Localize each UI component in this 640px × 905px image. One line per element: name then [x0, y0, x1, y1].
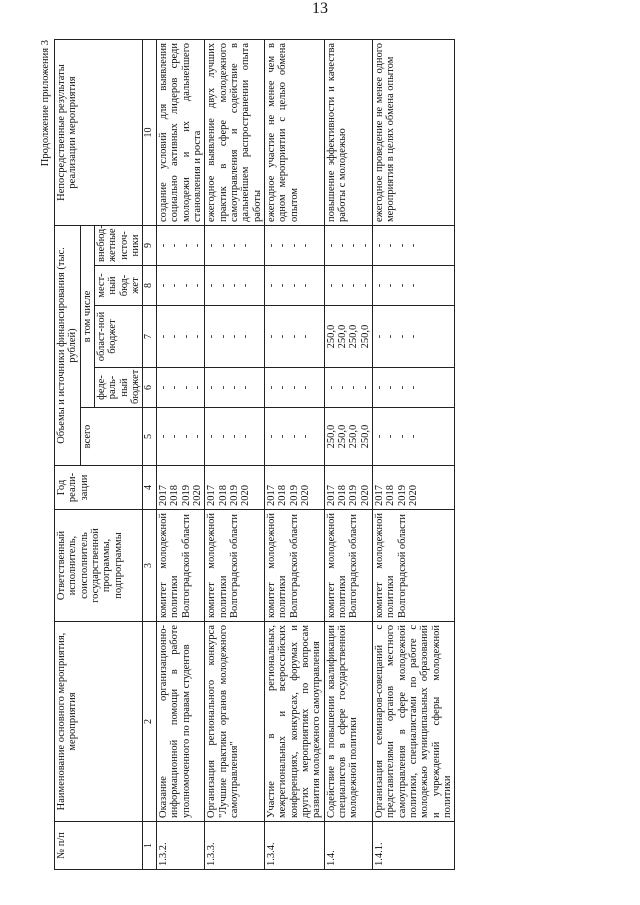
years-cell [373, 466, 455, 510]
regional-cell [265, 306, 325, 368]
cell-value: 2020 [407, 485, 419, 506]
cell-value: - [217, 434, 229, 439]
header-executor: Ответственный исполнитель, соисполнитель государственной программы, подпрограммы [55, 510, 143, 622]
executor: комитет молодежной политики Волгоградской области [205, 510, 265, 622]
cell-value: 2019 [396, 485, 408, 506]
cell-value: - [396, 283, 408, 288]
cell-value: - [229, 434, 241, 439]
cell-value: - [192, 283, 204, 288]
cell-value: - [229, 283, 241, 288]
result-text: повышение эффективности и качества работы с молодежью [324, 40, 372, 226]
column-number: 6 [143, 368, 157, 408]
activity-name: Оказание организационно-информационной помощи в работе уполномоченного по правам студентов [157, 622, 205, 822]
cell-value: - [266, 434, 278, 439]
cell-value: - [277, 385, 289, 390]
cell-value: - [217, 385, 229, 390]
header-year: Год реали-зации [55, 466, 143, 510]
activity-name: Содействие в повышении квалификации специалистов в сфере государственной молодежной политики [324, 622, 372, 822]
cell-value: - [359, 243, 371, 248]
cell-value: - [325, 283, 337, 288]
years-cell [265, 466, 325, 510]
cell-value: 250,0 [337, 324, 349, 349]
cell-value: - [240, 243, 252, 248]
cell-value: 250,0 [325, 424, 337, 449]
cell-value: - [180, 334, 192, 339]
cell-value: 250,0 [337, 424, 349, 449]
cell-value: - [240, 334, 252, 339]
cell-value: 2020 [192, 485, 204, 506]
cell-value: - [396, 243, 408, 248]
federal-cell [205, 368, 265, 408]
column-number: 7 [143, 306, 157, 368]
cell-value: - [396, 434, 408, 439]
appendix-label: Продолжение приложения 3 [40, 40, 51, 167]
cell-value: 2018 [217, 485, 229, 506]
cell-value: - [266, 243, 278, 248]
activity-name: Организация регионального конкурса "Лучшие практики органов молодежного самоуправления" [205, 622, 265, 822]
program-table [54, 39, 455, 870]
cell-value: 2019 [180, 485, 192, 506]
regional-cell [205, 306, 265, 368]
column-number: 4 [143, 466, 157, 510]
total-cell [265, 408, 325, 466]
cell-value: - [217, 283, 229, 288]
cell-value: - [359, 283, 371, 288]
header-results: Непосредственные результаты реализации мероприятия [55, 40, 143, 226]
federal-cell [373, 368, 455, 408]
activity-name: Участие в региональных, межрегиональных и всероссийских конференциях, конкурсах, форумах и других мероприятиях по вопросам развития молодежного самоуправления [265, 622, 325, 822]
cell-value: 2017 [325, 485, 337, 506]
cell-value: - [277, 283, 289, 288]
cell-value: - [288, 385, 300, 390]
cell-value: 250,0 [348, 324, 360, 349]
cell-value: - [288, 283, 300, 288]
cell-value: 2020 [300, 485, 312, 506]
table-row [205, 40, 265, 870]
extra-cell [265, 226, 325, 266]
federal-cell [324, 368, 372, 408]
cell-value: - [206, 283, 218, 288]
cell-value: - [348, 283, 360, 288]
cell-value: - [288, 334, 300, 339]
rotated-page [40, 40, 640, 870]
table-row [373, 40, 455, 870]
table-row [324, 40, 372, 870]
header-name: Наименование основного мероприятия, мероприятия [55, 622, 143, 822]
result-text: ежегодное участие не менее чем в одном мероприятии с целью обмена опытом [265, 40, 325, 226]
local-cell [373, 266, 455, 306]
cell-value: - [277, 243, 289, 248]
cell-value: 2019 [348, 485, 360, 506]
federal-cell [157, 368, 205, 408]
cell-value: - [158, 243, 170, 248]
cell-value: - [348, 243, 360, 248]
cell-value: 2019 [288, 485, 300, 506]
cell-value: - [158, 334, 170, 339]
header-regional: област-ной бюджет [94, 306, 142, 368]
total-cell [324, 408, 372, 466]
header-funding: Объемы и источники финансирования (тыс. рублей) [55, 226, 81, 466]
cell-value: - [266, 283, 278, 288]
cell-value: - [229, 334, 241, 339]
executor: комитет молодежной политики Волгоградской области [265, 510, 325, 622]
cell-value: - [180, 434, 192, 439]
cell-value: - [206, 434, 218, 439]
cell-value: - [240, 434, 252, 439]
cell-value: - [407, 385, 419, 390]
extra-cell [373, 226, 455, 266]
cell-value: - [158, 385, 170, 390]
column-number: 3 [143, 510, 157, 622]
cell-value: - [396, 385, 408, 390]
header-extra: внебюд-жетные источ-ники [94, 226, 142, 266]
regional-cell [324, 306, 372, 368]
cell-value: - [300, 385, 312, 390]
cell-value: - [192, 243, 204, 248]
cell-value: - [300, 243, 312, 248]
cell-value: - [180, 243, 192, 248]
total-cell [373, 408, 455, 466]
column-number-row [143, 40, 157, 870]
row-number: 1.4.1. [373, 822, 455, 870]
cell-value: - [288, 243, 300, 248]
cell-value: - [407, 283, 419, 288]
column-number: 5 [143, 408, 157, 466]
cell-value: - [229, 385, 241, 390]
row-number: 1.3.2. [157, 822, 205, 870]
cell-value: - [385, 385, 397, 390]
header-local: мест-ный бюд-жет [94, 266, 142, 306]
header-federal: феде-раль-ный бюджет [94, 368, 142, 408]
cell-value: 2018 [385, 485, 397, 506]
cell-value: - [158, 434, 170, 439]
cell-value: - [407, 243, 419, 248]
cell-value: 250,0 [348, 424, 360, 449]
row-number: 1.3.3. [205, 822, 265, 870]
activity-name: Организация семинаров-совещаний с представителями органов местного самоуправления в сфере молодежной политики, специалистами по работе с молодежью муниципальных образований и учреждений сферы молодежной политики [373, 622, 455, 822]
regional-cell [157, 306, 205, 368]
cell-value: - [217, 334, 229, 339]
cell-value: - [374, 243, 385, 248]
cell-value: 2017 [374, 485, 385, 506]
total-cell [157, 408, 205, 466]
cell-value: 250,0 [359, 424, 371, 449]
cell-value: - [288, 434, 300, 439]
column-number: 1 [143, 822, 157, 870]
cell-value: - [337, 385, 349, 390]
header-total: всего [80, 408, 143, 466]
cell-value: - [407, 334, 419, 339]
cell-value: - [277, 334, 289, 339]
cell-value: - [337, 243, 349, 248]
local-cell [205, 266, 265, 306]
years-cell [205, 466, 265, 510]
cell-value: - [180, 283, 192, 288]
cell-value: - [180, 385, 192, 390]
cell-value: - [169, 334, 181, 339]
local-cell [157, 266, 205, 306]
cell-value: - [374, 283, 385, 288]
extra-cell [157, 226, 205, 266]
cell-value: 2017 [158, 485, 170, 506]
result-text: ежегодное выявление двух лучших практик в сфере молодежного самоуправления и содействие в дальнейшем распространении опыта работы [205, 40, 265, 226]
cell-value: - [300, 283, 312, 288]
cell-value: - [240, 385, 252, 390]
header-num: № п/п [55, 822, 143, 870]
cell-value: - [396, 334, 408, 339]
years-cell [157, 466, 205, 510]
cell-value: - [217, 243, 229, 248]
table-row [265, 40, 325, 870]
cell-value: - [325, 243, 337, 248]
cell-value: - [385, 243, 397, 248]
cell-value: - [325, 385, 337, 390]
cell-value: - [300, 334, 312, 339]
local-cell [265, 266, 325, 306]
cell-value: - [169, 283, 181, 288]
column-number: 8 [143, 266, 157, 306]
cell-value: 2019 [229, 485, 241, 506]
cell-value: 2018 [169, 485, 181, 506]
cell-value: - [385, 283, 397, 288]
cell-value: - [229, 243, 241, 248]
cell-value: 250,0 [325, 324, 337, 349]
cell-value: 250,0 [359, 324, 371, 349]
row-number: 1.3.4. [265, 822, 325, 870]
years-cell [324, 466, 372, 510]
cell-value: 2018 [277, 485, 289, 506]
cell-value: - [240, 283, 252, 288]
executor: комитет молодежной политики Волгоградской области [157, 510, 205, 622]
row-number: 1.4. [324, 822, 372, 870]
federal-cell [265, 368, 325, 408]
executor: комитет молодежной политики Волгоградской области [373, 510, 455, 622]
regional-cell [373, 306, 455, 368]
cell-value: - [407, 434, 419, 439]
cell-value: - [348, 385, 360, 390]
cell-value: - [169, 243, 181, 248]
header-including: в том числе [80, 226, 94, 408]
cell-value: 2017 [206, 485, 218, 506]
cell-value: - [277, 434, 289, 439]
cell-value: - [266, 385, 278, 390]
cell-value: 2018 [337, 485, 349, 506]
extra-cell [205, 226, 265, 266]
cell-value: 2017 [266, 485, 278, 506]
cell-value: - [374, 385, 385, 390]
cell-value: - [192, 434, 204, 439]
extra-cell [324, 226, 372, 266]
cell-value: - [206, 385, 218, 390]
page-number: 13 [312, 0, 328, 17]
cell-value: - [169, 434, 181, 439]
cell-value: - [385, 434, 397, 439]
cell-value: 2020 [240, 485, 252, 506]
cell-value: - [300, 434, 312, 439]
executor: комитет молодежной политики Волгоградской области [324, 510, 372, 622]
local-cell [324, 266, 372, 306]
cell-value: - [192, 385, 204, 390]
result-text: создание условий для выявления социально активных лидеров среди молодежи и их дальнейшего становления и роста [157, 40, 205, 226]
column-number: 10 [143, 40, 157, 226]
column-number: 2 [143, 622, 157, 822]
cell-value: 2020 [359, 485, 371, 506]
cell-value: - [374, 334, 385, 339]
cell-value: - [374, 434, 385, 439]
cell-value: - [337, 283, 349, 288]
result-text: ежегодное проведение не менее одного мероприятия в целях обмена опытом [373, 40, 455, 226]
cell-value: - [385, 334, 397, 339]
total-cell [205, 408, 265, 466]
column-number: 9 [143, 226, 157, 266]
table-body [157, 40, 455, 870]
table-row [157, 40, 205, 870]
cell-value: - [359, 385, 371, 390]
cell-value: - [158, 283, 170, 288]
cell-value: - [206, 243, 218, 248]
cell-value: - [169, 385, 181, 390]
cell-value: - [192, 334, 204, 339]
cell-value: - [266, 334, 278, 339]
cell-value: - [206, 334, 218, 339]
